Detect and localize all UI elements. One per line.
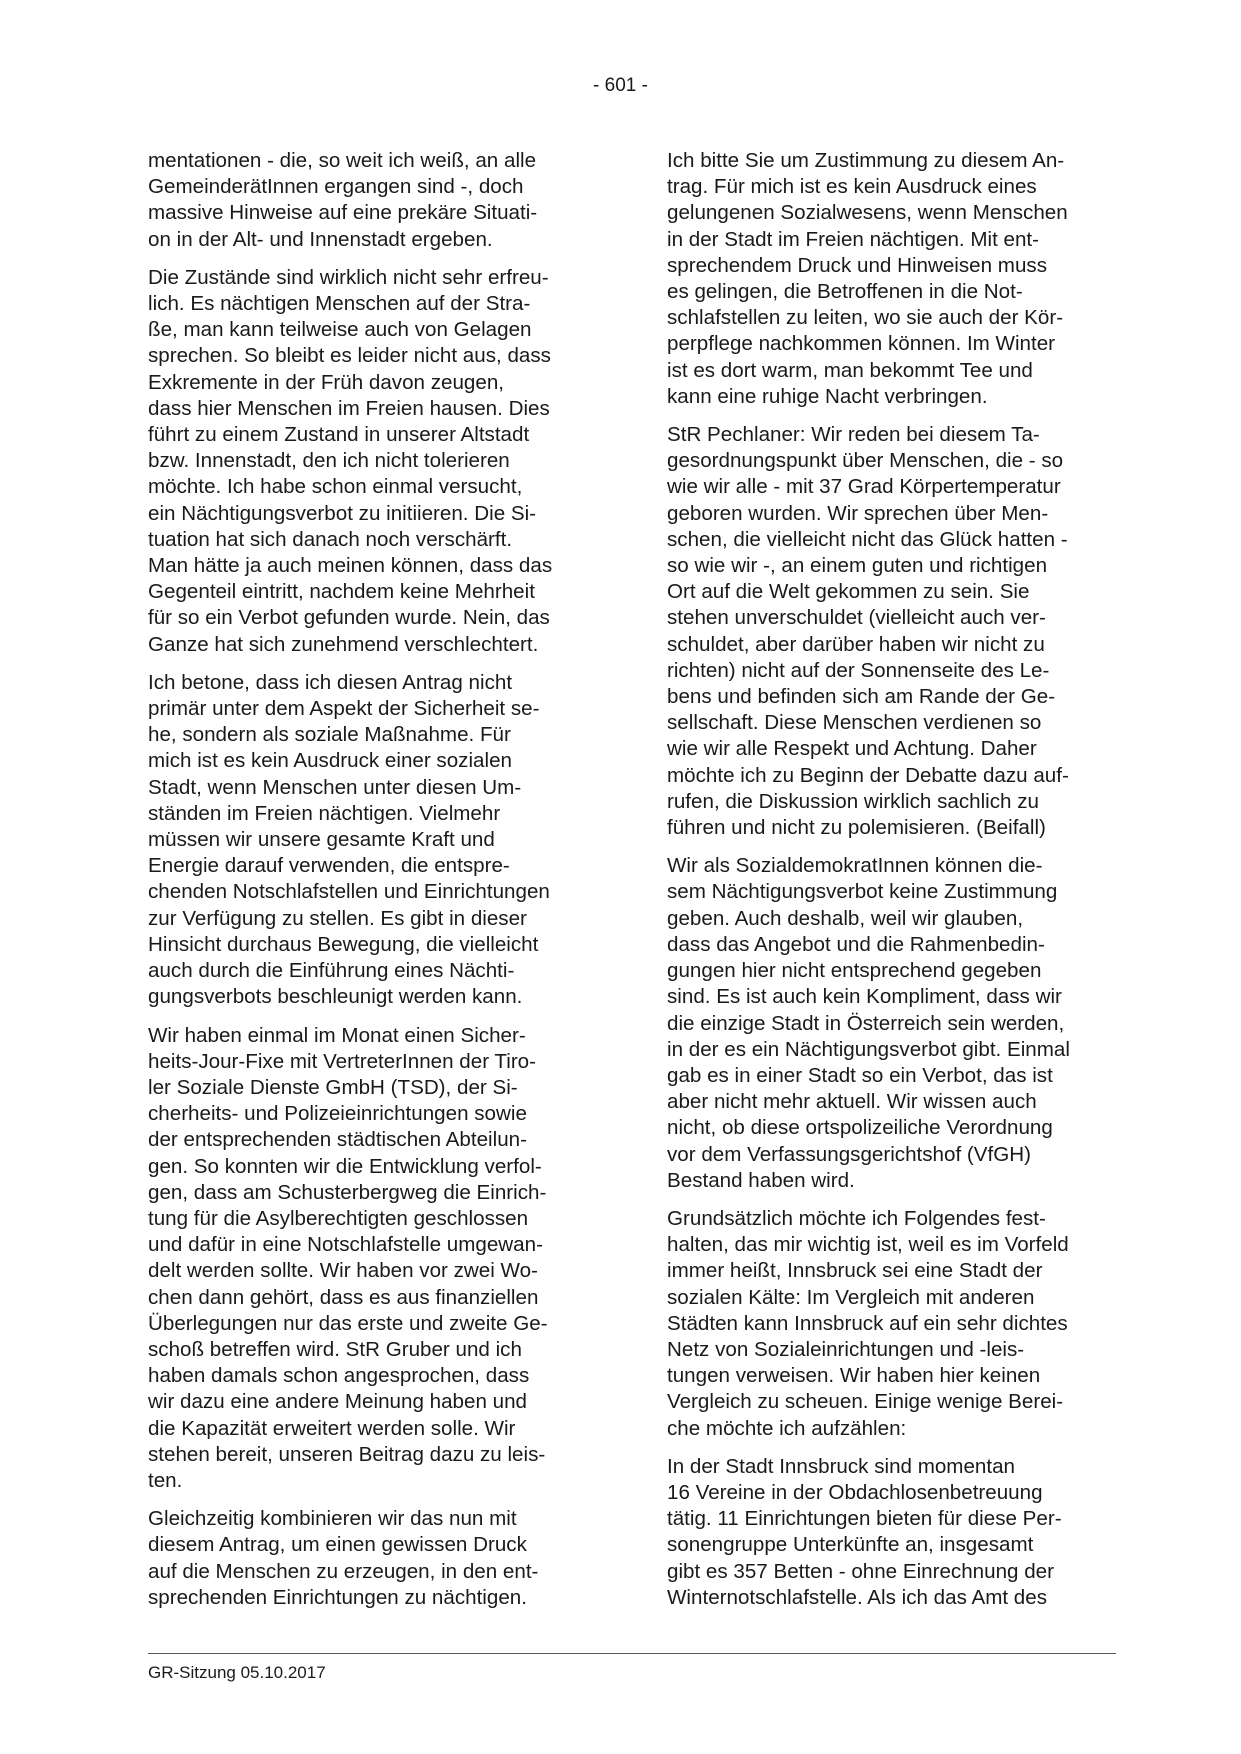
text-line: ten. <box>148 1468 183 1492</box>
text-line: primär unter dem Aspekt der Sicherheit se- <box>148 697 540 721</box>
text-line: nicht, ob diese ortspolizeiliche Verordnung <box>667 1116 1053 1140</box>
text-line: Die Zustände sind wirklich nicht sehr erfreu- <box>148 265 549 289</box>
text-line: gen. So konnten wir die Entwicklung verfol- <box>148 1154 542 1178</box>
text-line: Exkremente in der Früh davon zeugen, <box>148 370 505 394</box>
text-line: 16 Vereine in der Obdachlosenbetreuung <box>667 1480 1043 1504</box>
text-line: wie wir alle - mit 37 Grad Körpertemperatur <box>667 475 1061 499</box>
text-line: In der Stadt Innsbruck sind momentan <box>667 1454 1015 1478</box>
text-line: Winternotschlafstelle. Als ich das Amt des <box>667 1585 1048 1609</box>
right-text-column <box>667 148 1115 1623</box>
text-line: schuldet, aber darüber haben wir nicht zu <box>667 632 1045 656</box>
text-line: führt zu einem Zustand in unserer Altstadt <box>148 423 530 447</box>
text-line: delt werden sollte. Wir haben vor zwei Wo- <box>148 1259 538 1283</box>
left-text-column <box>148 148 596 1623</box>
text-line: Wir als SozialdemokratInnen können die- <box>667 854 1043 878</box>
text-line: chenden Notschlafstellen und Einrichtungen <box>148 880 550 904</box>
text-line: aber nicht mehr aktuell. Wir wissen auch <box>667 1090 1037 1114</box>
text-line: möchte. Ich habe schon einmal versucht, <box>148 475 523 499</box>
text-line: stehen unverschuldet (vielleicht auch ver- <box>667 606 1046 630</box>
text-line: Gegenteil eintritt, nachdem keine Mehrheit <box>148 580 535 604</box>
text-line: ist es dort warm, man bekommt Tee und <box>667 358 1033 382</box>
paragraph <box>148 670 596 1011</box>
text-line: ße, man kann teilweise auch von Gelagen <box>148 318 532 342</box>
text-line: auch durch die Einführung eines Nächti- <box>148 959 515 983</box>
text-line: sprechen. So bleibt es leider nicht aus, dass <box>148 344 551 368</box>
text-line: trag. Für mich ist es kein Ausdruck eines <box>667 175 1037 199</box>
text-line: stehen bereit, unseren Beitrag dazu zu leis- <box>148 1442 546 1466</box>
text-line: sind. Es ist auch kein Kompliment, dass wir <box>667 985 1062 1009</box>
text-line: Überlegungen nur das erste und zweite Ge- <box>148 1311 548 1335</box>
text-line: Ich betone, dass ich diesen Antrag nicht <box>148 670 513 694</box>
footer-session-date: GR-Sitzung 05.10.2017 <box>148 1663 326 1682</box>
text-line: gen, dass am Schusterbergweg die Einrich- <box>148 1180 547 1204</box>
text-line: zur Verfügung zu stellen. Es gibt in dieser <box>148 906 527 930</box>
paragraph <box>667 853 1115 1194</box>
text-line: ständen im Freien nächtigen. Vielmehr <box>148 801 501 825</box>
text-line: müssen wir unsere gesamte Kraft und <box>148 828 495 852</box>
text-line: für so ein Verbot gefunden wurde. Nein, das <box>148 606 550 630</box>
text-line: führen und nicht zu polemisieren. (Beifall) <box>667 816 1046 840</box>
text-line: so wie wir -, an einem guten und richtigen <box>667 554 1048 578</box>
text-line: wie wir alle Respekt und Achtung. Daher <box>667 737 1037 761</box>
text-line: kann eine ruhige Nacht verbringen. <box>667 384 988 408</box>
text-line: Wir haben einmal im Monat einen Sicher- <box>148 1023 526 1047</box>
text-line: bzw. Innenstadt, den ich nicht tolerieren <box>148 449 510 473</box>
text-line: gungen hier nicht entsprechend gegeben <box>667 959 1042 983</box>
text-line: Man hätte ja auch meinen können, dass das <box>148 554 553 578</box>
text-line: che möchte ich aufzählen: <box>667 1416 907 1440</box>
text-line: möchte ich zu Beginn der Debatte dazu auf- <box>667 763 1069 787</box>
text-line: es gelingen, die Betroffenen in die Not- <box>667 280 1023 304</box>
text-line: immer heißt, Innsbruck sei eine Stadt der <box>667 1259 1043 1283</box>
text-line: richten) nicht auf der Sonnenseite des Le- <box>667 658 1050 682</box>
text-line: massive Hinweise auf eine prekäre Situati- <box>148 201 538 225</box>
text-line: mich ist es kein Ausdruck einer sozialen <box>148 749 512 773</box>
text-line: sprechenden Einrichtungen zu nächtigen. <box>148 1585 527 1609</box>
text-line: schoß betreffen wird. StR Gruber und ich <box>148 1337 522 1361</box>
text-line: ler Soziale Dienste GmbH (TSD), der Si- <box>148 1075 518 1099</box>
text-line: Energie darauf verwenden, die entspre- <box>148 854 510 878</box>
text-line: Ich bitte Sie um Zustimmung zu diesem An- <box>667 149 1065 172</box>
text-line: Ort auf die Welt gekommen zu sein. Sie <box>667 580 1030 604</box>
text-line: sozialen Kälte: Im Vergleich mit anderen <box>667 1285 1035 1309</box>
text-line: GemeinderätInnen ergangen sind -, doch <box>148 175 524 199</box>
text-line: he, sondern als soziale Maßnahme. Für <box>148 723 511 747</box>
text-line: ein Nächtigungsverbot zu initiieren. Die Si- <box>148 501 537 525</box>
text-line: gibt es 357 Betten - ohne Einrechnung der <box>667 1559 1054 1583</box>
text-line: cherheits- und Polizeieinrichtungen sowie <box>148 1102 527 1126</box>
text-line: die einzige Stadt in Österreich sein werden, <box>667 1011 1065 1035</box>
text-line: auf die Menschen zu erzeugen, in den ent- <box>148 1559 539 1583</box>
text-line: halten, das mir wichtig ist, weil es im Vorfeld <box>667 1233 1069 1257</box>
text-line: on in der Alt- und Innenstadt ergeben. <box>148 227 493 251</box>
text-line: sellschaft. Diese Menschen verdienen so <box>667 711 1042 735</box>
text-line: sprechendem Druck und Hinweisen muss <box>667 253 1048 277</box>
text-line: dass das Angebot und die Rahmenbedin- <box>667 932 1045 956</box>
text-line: und dafür in eine Notschlafstelle umgewan- <box>148 1233 543 1257</box>
text-line: geben. Auch deshalb, weil wir glauben, <box>667 906 1024 930</box>
paragraph <box>667 1206 1115 1442</box>
paragraph <box>148 265 596 658</box>
text-line: Stadt, wenn Menschen unter diesen Um- <box>148 775 522 799</box>
text-line: sem Nächtigungsverbot keine Zustimmung <box>667 880 1058 904</box>
text-line: vor dem Verfassungsgerichtshof (VfGH) <box>667 1142 1031 1166</box>
text-line: schlafstellen zu leiten, wo sie auch der Kör- <box>667 306 1064 330</box>
text-line: der entsprechenden städtischen Abteilun- <box>148 1128 527 1152</box>
text-line: perpflege nachkommen können. Im Winter <box>667 332 1056 356</box>
text-line: Netz von Sozialeinrichtungen und -leis- <box>667 1337 1025 1361</box>
text-line: tuation hat sich danach noch verschärft. <box>148 527 513 551</box>
text-line: Grundsätzlich möchte ich Folgendes fest- <box>667 1206 1046 1230</box>
text-line: mentationen - die, so weit ich weiß, an alle <box>148 149 537 172</box>
text-line: schen, die vielleicht nicht das Glück hatten - <box>667 527 1068 551</box>
paragraph <box>148 148 596 253</box>
text-line: rufen, die Diskussion wirklich sachlich zu <box>667 789 1039 813</box>
footer-divider <box>148 1653 1116 1654</box>
text-line: tätig. 11 Einrichtungen bieten für diese Per- <box>667 1507 1062 1531</box>
text-line: Bestand haben wird. <box>667 1168 855 1192</box>
text-line: tung für die Asylberechtigten geschlossen <box>148 1206 529 1230</box>
text-line: Vergleich zu scheuen. Einige wenige Berei- <box>667 1390 1064 1414</box>
text-line: heits-Jour-Fixe mit VertreterInnen der Tiro- <box>148 1049 536 1073</box>
paragraph <box>667 148 1115 410</box>
text-line: in der es ein Nächtigungsverbot gibt. Einmal <box>667 1037 1070 1061</box>
text-line: Städten kann Innsbruck auf ein sehr dichtes <box>667 1311 1068 1335</box>
text-line: gesordnungspunkt über Menschen, die - so <box>667 449 1064 473</box>
text-line: sonengruppe Unterkünfte an, insgesamt <box>667 1533 1034 1557</box>
text-line: die Kapazität erweitert werden solle. Wir <box>148 1416 516 1440</box>
text-line: wir dazu eine andere Meinung haben und <box>148 1390 527 1414</box>
text-line: Gleichzeitig kombinieren wir das nun mit <box>148 1507 517 1531</box>
text-line: haben damals schon angesprochen, dass <box>148 1364 530 1388</box>
text-line: geboren wurden. Wir sprechen über Men- <box>667 501 1049 525</box>
text-line: lich. Es nächtigen Menschen auf der Stra- <box>148 292 531 316</box>
text-line: dass hier Menschen im Freien hausen. Dies <box>148 396 550 420</box>
text-line: gelungenen Sozialwesens, wenn Menschen <box>667 201 1068 225</box>
text-line: chen dann gehört, dass es aus finanziellen <box>148 1285 539 1309</box>
text-line: StR Pechlaner: Wir reden bei diesem Ta- <box>667 423 1040 447</box>
paragraph <box>667 1454 1115 1611</box>
text-line: gab es in einer Stadt so ein Verbot, das ist <box>667 1063 1053 1087</box>
text-line: bens und befinden sich am Rande der Ge- <box>667 685 1056 709</box>
text-line: Ganze hat sich zunehmend verschlechtert. <box>148 632 539 656</box>
page-number: - 601 - <box>593 75 648 96</box>
text-line: diesem Antrag, um einen gewissen Druck <box>148 1533 527 1557</box>
paragraph <box>667 422 1115 841</box>
paragraph <box>148 1023 596 1495</box>
text-line: gungsverbots beschleunigt werden kann. <box>148 985 523 1009</box>
text-line: tungen verweisen. Wir haben hier keinen <box>667 1364 1041 1388</box>
text-line: Hinsicht durchaus Bewegung, die vielleicht <box>148 932 539 956</box>
text-line: in der Stadt im Freien nächtigen. Mit ent- <box>667 227 1040 251</box>
paragraph <box>148 1506 596 1611</box>
